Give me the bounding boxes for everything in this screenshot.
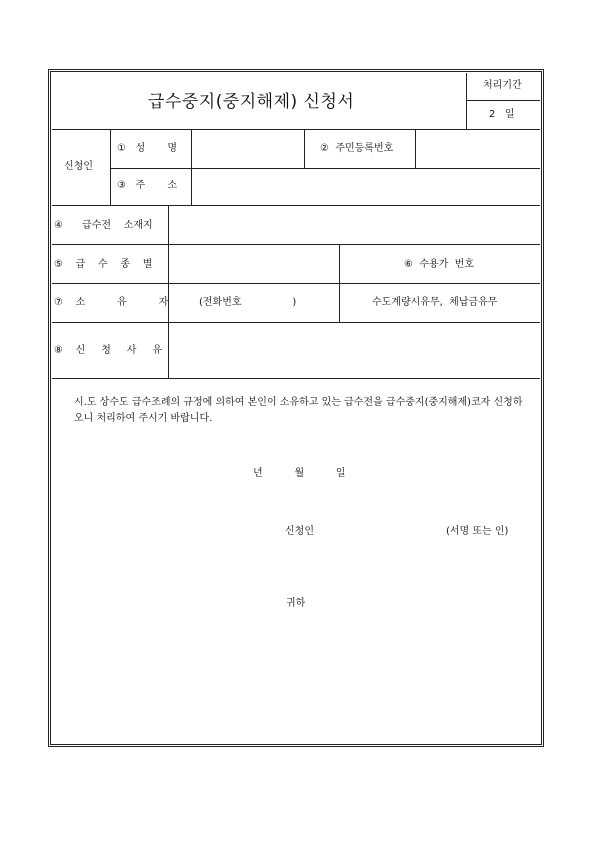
supply-type-field[interactable]: [170, 246, 338, 282]
col-divider: [110, 129, 111, 205]
col-divider: [168, 205, 169, 378]
phone-number-label: (전화번호 ): [199, 297, 297, 308]
signature-applicant-label: 신청인: [285, 526, 314, 537]
address-label: ③ 주 소: [117, 180, 178, 191]
col-divider: [191, 129, 192, 205]
customer-number-label: ⑥ 수용가 번호: [404, 259, 474, 270]
owner-label: ⑦ 소 유 자: [54, 297, 169, 308]
resident-number-field[interactable]: [417, 131, 539, 167]
resident-number-label: ② 주민등록번호: [320, 143, 394, 154]
water-tap-location-label: ④ 급수전 소재지: [54, 220, 153, 231]
recipient-label: 귀하: [286, 598, 306, 609]
row-divider: [52, 322, 540, 323]
row-divider: [52, 378, 540, 379]
row-divider: [52, 129, 540, 130]
col-divider: [415, 129, 416, 168]
supply-type-label: ⑤ 급 수 종 별: [54, 259, 153, 270]
col-divider: [304, 129, 305, 168]
water-tap-location-field[interactable]: [170, 207, 539, 243]
name-field[interactable]: [193, 131, 303, 167]
application-reason-field[interactable]: [170, 324, 539, 377]
date-line: 년 월 일: [253, 468, 346, 479]
row-divider: [52, 283, 540, 284]
row-divider: [52, 244, 540, 245]
name-label: ① 성 명: [117, 143, 178, 154]
application-reason-label: ⑧ 신 청 사 유: [54, 345, 163, 356]
meter-arrears-label: 수도계량시유무, 체납금유무: [372, 297, 498, 308]
signature-or-seal-label: (서명 또는 인): [446, 526, 509, 537]
processing-period-label: 처리기간: [483, 80, 522, 91]
form-title: 급수중지(중지해제) 신청서: [148, 92, 355, 112]
row-divider: [52, 205, 540, 206]
address-field[interactable]: [193, 170, 539, 204]
row-divider: [110, 168, 540, 169]
application-statement: 시.도 상수도 급수조례의 규정에 의하여 본인이 소유하고 있는 급수전을 급수중지(중지해제)코자 신청하오니 처리하여 주시기 바랍니다.: [74, 397, 523, 424]
col-divider: [466, 73, 467, 129]
applicant-section-label: 신청인: [64, 161, 93, 172]
processing-period-value: 2 일: [489, 109, 515, 120]
row-divider: [466, 100, 540, 101]
